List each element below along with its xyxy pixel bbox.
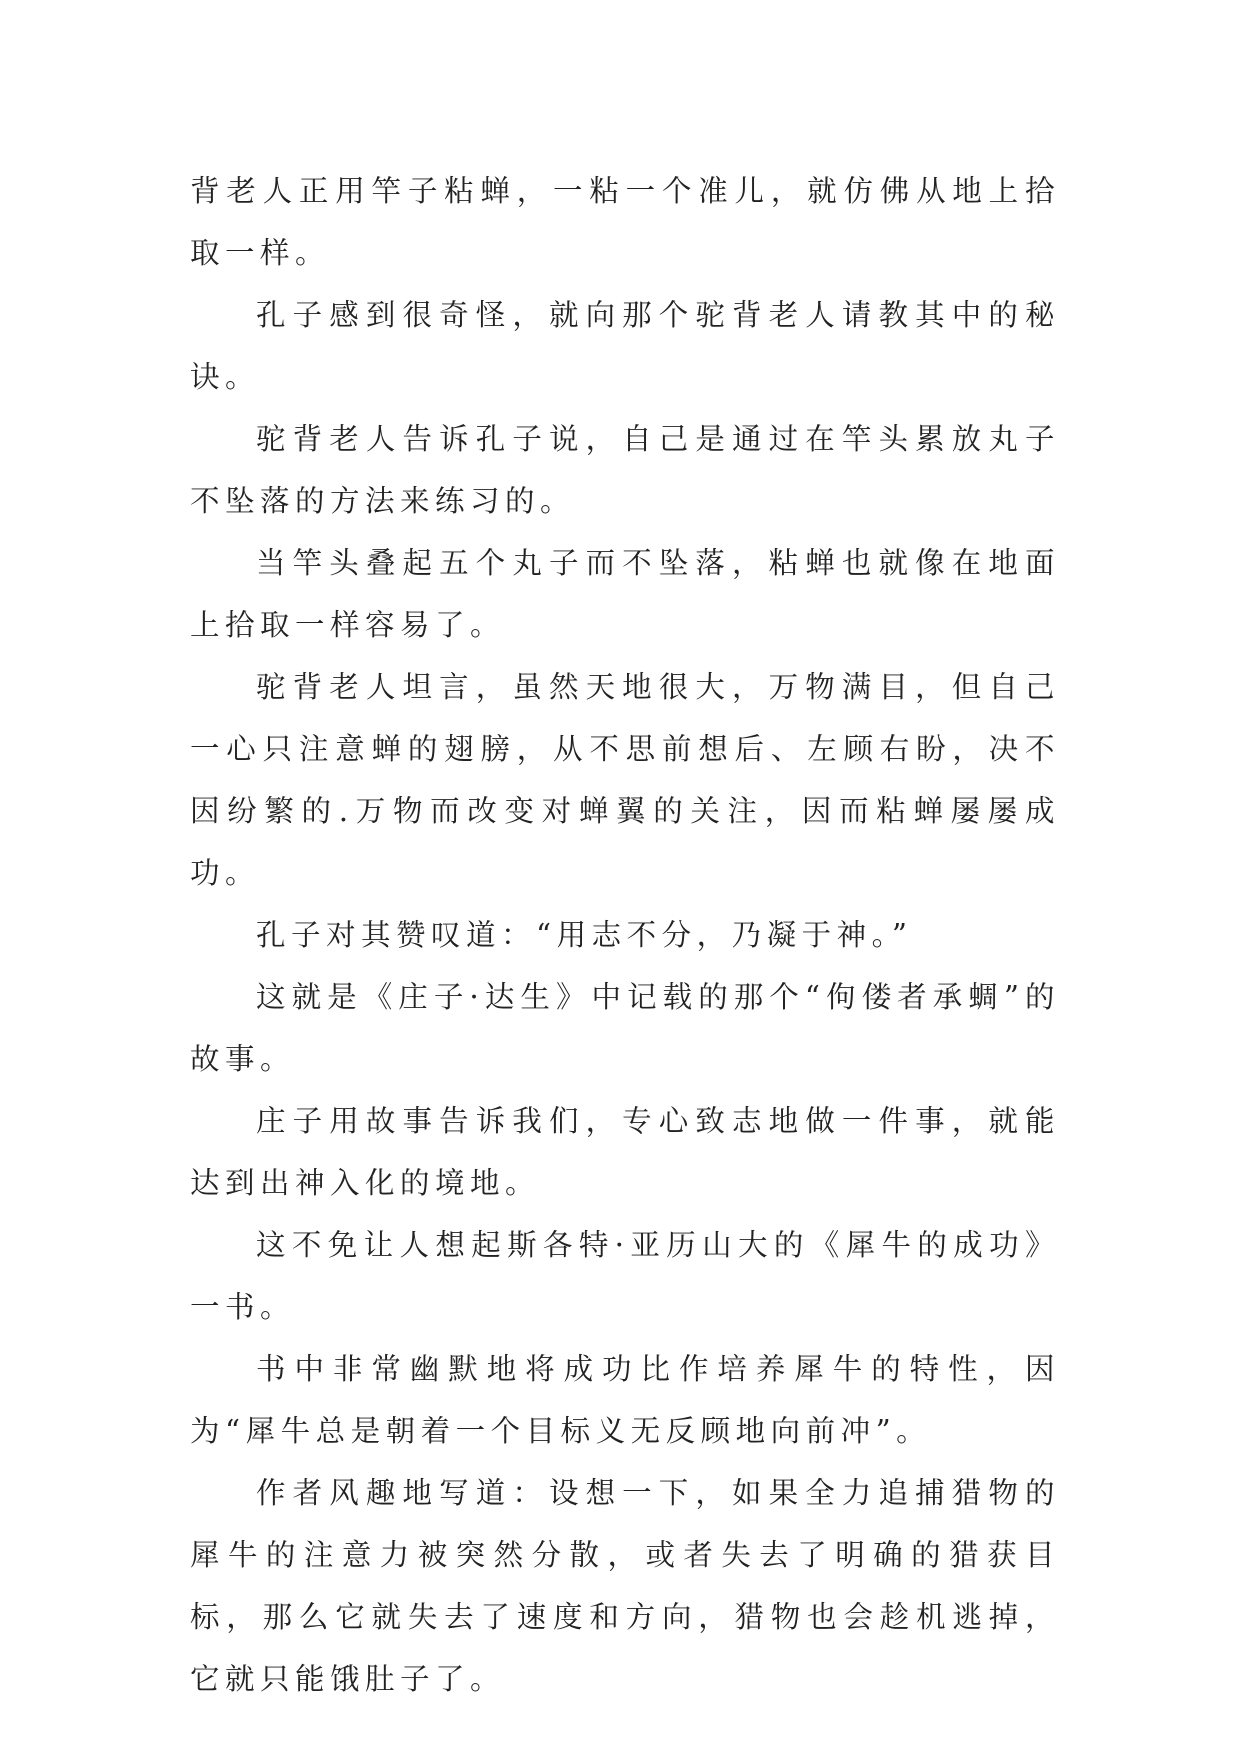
paragraph: 驼背老人告诉孔子说，自己是通过在竿头累放丸子不坠落的方法来练习的。 [190, 422, 1060, 518]
paragraph: 庄子用故事告诉我们，专心致志地做一件事，就能达到出神入化的境地。 [190, 1104, 1060, 1200]
paragraph: 背老人正用竿子粘蝉，一粘一个准儿，就仿佛从地上拾取一样。 [190, 174, 1060, 270]
paragraph: 这不免让人想起斯各特·亚历山大的《犀牛的成功》一书。 [190, 1228, 1060, 1324]
paragraph: 驼背老人坦言，虽然天地很大，万物满目，但自己一心只注意蝉的翅膀，从不思前想后、左顾右盼，决不因纷繁的.万物而改变对蝉翼的关注，因而粘蝉屡屡成功。 [190, 670, 1060, 890]
paragraph: 这就是《庄子·达生》中记载的那个“佝偻者承蜩”的故事。 [190, 980, 1060, 1076]
paragraph: 孔子感到很奇怪，就向那个驼背老人请教其中的秘诀。 [190, 298, 1060, 394]
document-body [190, 160, 1060, 1710]
paragraph: 当竿头叠起五个丸子而不坠落，粘蝉也就像在地面上拾取一样容易了。 [190, 546, 1060, 642]
paragraph: 孔子对其赞叹道：“用志不分，乃凝于神。” [256, 918, 913, 952]
paragraph: 书中非常幽默地将成功比作培养犀牛的特性，因为“犀牛总是朝着一个目标义无反顾地向前冲”。 [190, 1352, 1060, 1448]
paragraph: 作者风趣地写道：设想一下，如果全力追捕猎物的犀牛的注意力被突然分散，或者失去了明确的猎获目标，那么它就失去了速度和方向，猎物也会趁机逃掉，它就只能饿肚子了。 [190, 1476, 1060, 1696]
